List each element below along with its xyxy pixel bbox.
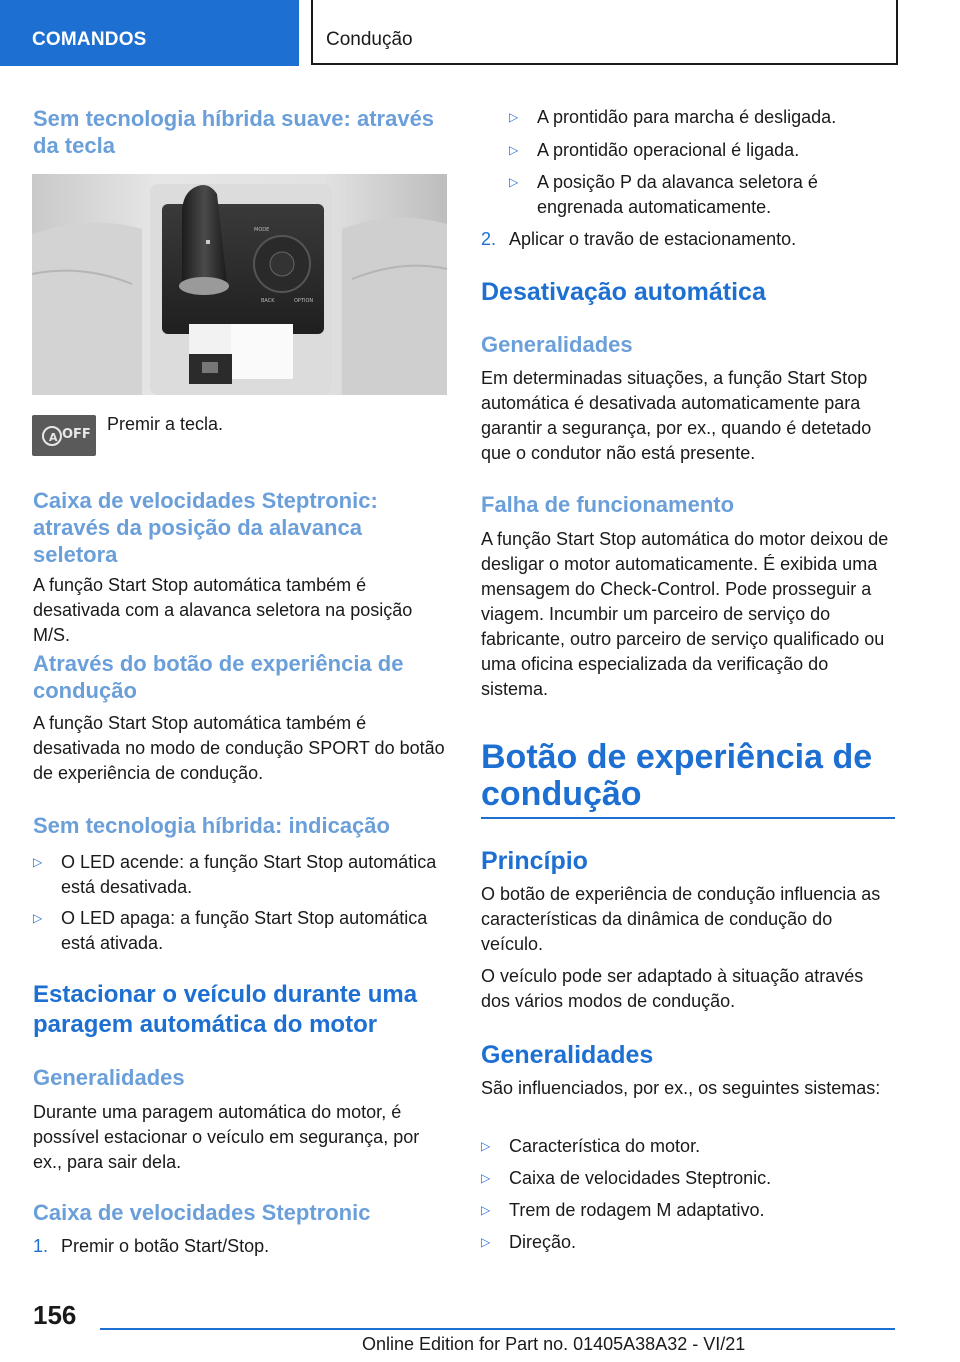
chapter-tab (311, 0, 898, 65)
heading-malfunction: Falha de funcionamento (481, 492, 735, 517)
section-label: COMANDOS (32, 29, 147, 50)
paragraph-general-right: Em determinadas situações, a função Start Stop automática é desativada automaticamente para garantir a segurança, por ex., quando é detetado que o condutor não está presente. (481, 368, 872, 463)
off-text: OFF (62, 427, 91, 442)
heading-indication: Sem tecnologia híbrida: indicação (33, 813, 390, 838)
list-item: ▷ A prontidão operacional é ligada. (509, 140, 800, 160)
icon-caption: Premir a tecla. (107, 414, 224, 434)
paragraph-steptronic-lever: A função Start Stop automática também é desativada com a alavanca seletora na posição M/S. (33, 575, 413, 645)
list-item: ▷ Característica do motor. (481, 1136, 701, 1156)
paragraph-general-systems: São influenciados, por ex., os seguintes sistemas: (481, 1078, 881, 1098)
heading-parking-auto-stop: Estacionar o veículo durante uma paragem automática do motor (33, 981, 418, 1038)
section-tab (0, 0, 299, 66)
heading-driving-experience: Através do botão de experiência de condução (33, 651, 404, 703)
list-item: ▷ Trem de rodagem M adaptativo. (481, 1200, 765, 1220)
heading-steptronic-lever: Caixa de velocidades Steptronic: através da posição da alavanca seletora (33, 488, 378, 567)
list-item: ▷ A prontidão para marcha é desligada. (509, 107, 837, 127)
svg-text:A: A (49, 431, 58, 444)
list-item: 2. Aplicar o travão de estacionamento. (481, 229, 797, 249)
heading-general-systems: Generalidades (481, 1041, 654, 1069)
heading-steptronic: Caixa de velocidades Steptronic (33, 1200, 371, 1225)
list-item: ▷ O LED acende: a função Start Stop automática está desativada. (33, 852, 437, 897)
paragraph-general-left: Durante uma paragem automática do motor, é possível estacionar o veículo em segurança, por ex., para sair dela. (33, 1102, 420, 1172)
gear-console-photo (32, 174, 447, 395)
edition-text: Online Edition for Part no. 01405A38A32 - VI/21 (362, 1334, 746, 1354)
heading-general-right: Generalidades (481, 332, 633, 357)
paragraph-malfunction: A função Start Stop automática do motor deixou de desligar o motor automaticamente. É exibida uma mensagem do Check-Control. Pode prosseguir a viagem. Incumbir um parceiro de serviço do fabricante, outro parceiro de serviço qualificado ou uma oficina especializada da verificação do sistema. (481, 529, 889, 699)
list-item: ▷ Caixa de velocidades Steptronic. (481, 1168, 772, 1188)
chapter-label: Condução (326, 29, 413, 50)
paragraph-driving-experience: A função Start Stop automática também é desativada no modo de condução SPORT do botão de experiência de condução. (33, 713, 445, 783)
list-item: ▷ O LED apaga: a função Start Stop automática está ativada. (33, 908, 428, 953)
paragraph-principle-2: O veículo pode ser adaptado à situação através dos vários modos de condução. (481, 966, 864, 1011)
heading-mild-hybrid-button: Sem tecnologia híbrida suave: através da tecla (33, 106, 435, 158)
auto-start-stop-off-icon (32, 415, 96, 456)
list-item: ▷ Direção. (481, 1232, 577, 1252)
heading-driving-experience-button: Botão de experiência de condução (481, 738, 873, 813)
page-number: 156 (33, 1300, 77, 1330)
back-label: BACK (261, 298, 275, 304)
section-divider (481, 817, 895, 819)
heading-general-left: Generalidades (33, 1065, 185, 1090)
option-label: OPTION (294, 298, 314, 304)
paragraph-principle-1: O botão de experiência de condução influencia as características da dinâmica de condução do veículo. (481, 884, 881, 954)
heading-principle: Princípio (481, 847, 588, 875)
list-item: 1. Premir o botão Start/Stop. (33, 1236, 270, 1256)
heading-auto-deactivation: Desativação automática (481, 278, 766, 306)
gear-console-illustration (32, 174, 447, 395)
footer-rule (100, 1328, 895, 1330)
mode-label: MODE (254, 227, 270, 233)
list-item: ▷ A posição P da alavanca seletora é engrenada automaticamente. (509, 172, 818, 217)
